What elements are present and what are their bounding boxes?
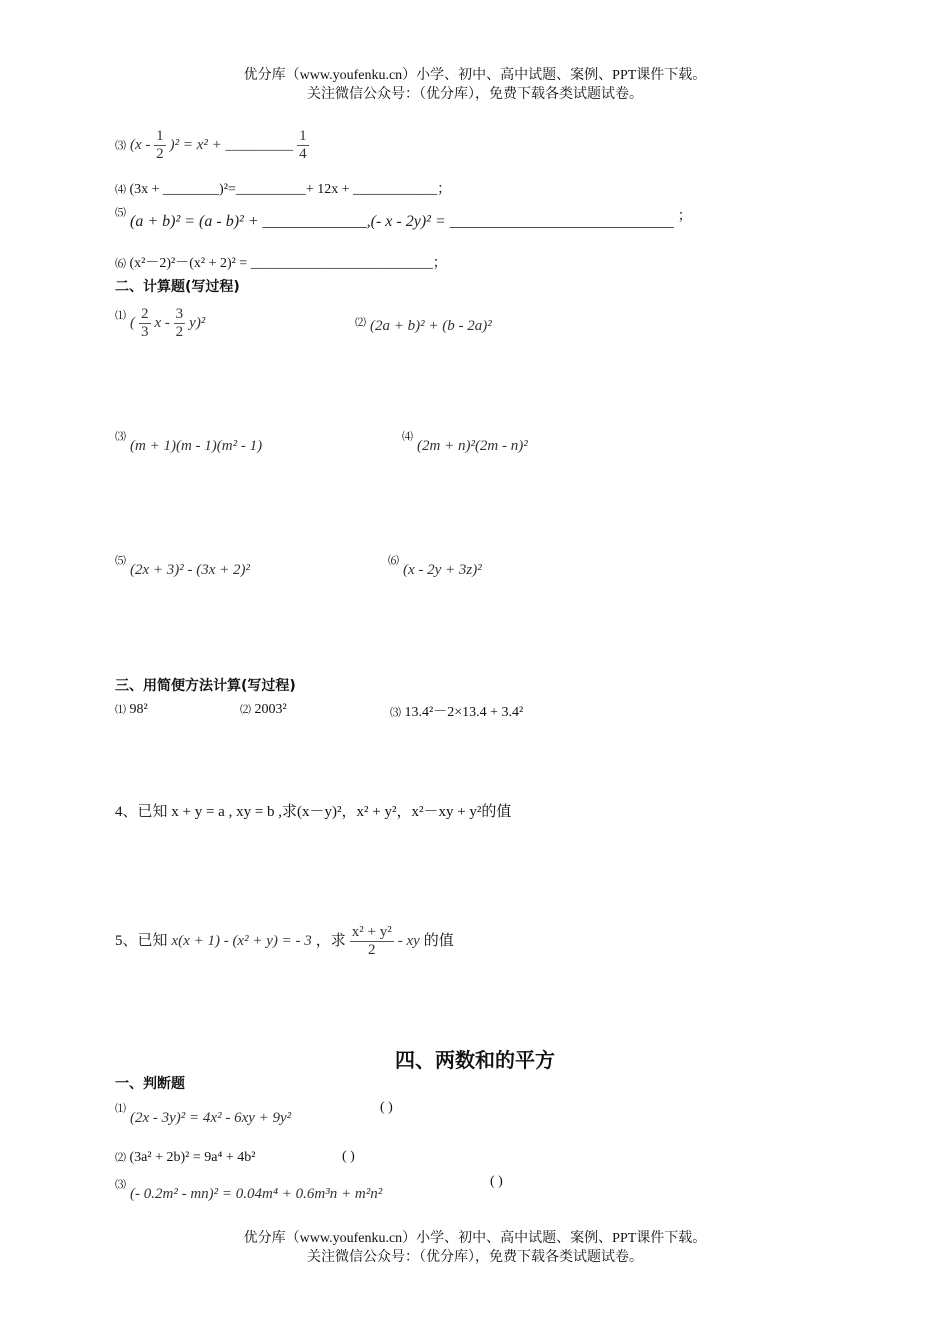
q1-mid: x - — [154, 315, 174, 332]
header-line-2: 关注微信公众号：（优分库），免费下载各类试题试卷。 — [307, 87, 643, 102]
q-label: ⑵ — [115, 1152, 126, 1164]
q5-fraction — [350, 924, 394, 959]
frac-num: 3 — [175, 306, 184, 322]
q-label: ⑷ — [402, 431, 413, 443]
item-label: ⑸ — [115, 207, 126, 219]
judge-q1-answer-box[interactable]: ( ) — [380, 1100, 393, 1115]
q-expr: (2m + n)²(2m - n)² — [417, 438, 528, 454]
simple-q2 — [240, 701, 287, 718]
q-expr: 98² — [129, 702, 148, 717]
frac-num: 1 — [156, 128, 164, 144]
fill-item-4 — [115, 178, 451, 198]
expr-right: )² = x² + _________ — [169, 137, 294, 154]
q1-frac-1 — [139, 306, 151, 341]
fraction — [154, 128, 166, 163]
q-expr: (m + 1)(m - 1)(m² - 1) — [130, 438, 263, 454]
frac-num: 2 — [141, 306, 149, 322]
q5-expr: x(x + 1) - (x² + y) = - 3 — [171, 933, 312, 950]
part-4-title: 四、两数和的平方 — [395, 1048, 555, 1072]
q-expr: 13.4²－2×13.4 + 3.4² — [404, 705, 524, 720]
tail-fraction — [297, 128, 309, 163]
calc-q6 — [388, 552, 482, 579]
tail-den: 4 — [299, 146, 307, 162]
q-label: ⑶ — [115, 431, 126, 443]
section-3-title: 三、用简便方法计算(写过程) — [115, 678, 296, 694]
item-label: ⑹ — [115, 258, 126, 270]
q-expr: 2003² — [254, 702, 287, 717]
q-label: ⑴ — [115, 1103, 126, 1115]
judge-q3 — [115, 1176, 382, 1203]
q-label: ⑸ — [115, 555, 126, 567]
q1-frac-2 — [174, 306, 186, 341]
simple-q1 — [115, 701, 148, 718]
item-text: (x²－2)²－(x² + 2)² = __________________________； — [129, 256, 447, 271]
tail-num: 1 — [299, 128, 307, 144]
judge-q2-answer-box[interactable]: ( ) — [342, 1149, 355, 1164]
footer-line-2: 关注微信公众号：（优分库），免费下载各类试题试卷。 — [307, 1250, 643, 1265]
calc-q4 — [402, 428, 528, 455]
judge-q3-answer-box[interactable]: ( ) — [490, 1174, 503, 1189]
fill-item-3 — [115, 128, 309, 163]
fill-item-5 — [115, 204, 692, 231]
q-label: ⑵ — [355, 317, 366, 329]
simple-q3 — [390, 701, 523, 721]
question-5 — [115, 924, 454, 959]
judge-q2 — [115, 1149, 255, 1166]
q-label: ⑴ — [115, 704, 126, 716]
q-expr: (2a + b)² + (b - 2a)² — [370, 318, 492, 334]
q-label: ⑴ — [115, 310, 126, 323]
q-expr: (x - 2y + 3z)² — [403, 562, 482, 578]
q-expr: (- 0.2m² - mn)² = 0.04m⁴ + 0.6m³n + m²n² — [130, 1186, 383, 1202]
frac-den: 3 — [141, 324, 149, 340]
frac-den: 2 — [156, 146, 164, 162]
frac-num: x² + y² — [351, 924, 392, 940]
q-expr: (3a² + 2b)² = 9a⁴ + 4b² — [129, 1150, 256, 1165]
item-label: ⑶ — [115, 140, 126, 153]
footer-line-1: 优分库（www.youfenku.cn）小学、初中、高中试题、案例、PPT课件下载。 — [243, 1231, 707, 1246]
part-4-subtitle: 一、判断题 — [115, 1076, 185, 1092]
q-label: ⑵ — [240, 704, 251, 716]
q5-mid: ，求 — [315, 933, 346, 950]
q-label: ⑶ — [115, 1179, 126, 1191]
q1-end: y)² — [189, 315, 206, 332]
q1-open: ( — [130, 315, 135, 332]
frac-den: 2 — [367, 942, 376, 958]
calc-q5 — [115, 552, 250, 579]
item-text: (3x + ________)²=__________+ 12x + ____________； — [129, 182, 452, 197]
frac-den: 2 — [175, 324, 184, 340]
header-line-1: 优分库（www.youfenku.cn）小学、初中、高中试题、案例、PPT课件下载。 — [243, 68, 707, 83]
q5-suffix: 的值 — [423, 933, 454, 950]
calc-q1 — [115, 306, 205, 341]
judge-q1 — [115, 1100, 291, 1127]
q-expr: (2x + 3)² - (3x + 2)² — [130, 562, 251, 578]
question-4: 4、已知 x + y = a , xy = b ,求(x－y)²，x² + y²，x²－xy + y²的值 — [115, 804, 512, 820]
item-label: ⑷ — [115, 184, 126, 196]
calc-q2 — [355, 314, 492, 335]
fill-item-6 — [115, 252, 447, 272]
item-tail: ； — [677, 209, 692, 224]
q-label: ⑶ — [390, 707, 401, 719]
calc-q3 — [115, 428, 262, 455]
q-label: ⑹ — [388, 555, 399, 567]
section-2-title: 二、计算题(写过程) — [115, 279, 240, 295]
q5-prefix: 5、已知 — [115, 933, 168, 950]
q5-tail: - xy — [397, 933, 420, 950]
expr-left: (x - — [130, 137, 155, 154]
q-expr: (2x - 3y)² = 4x² - 6xy + 9y² — [130, 1110, 292, 1126]
item-text: (a + b)² = (a - b)² + _____________,(- x - 2y)² = ____________________________ — [130, 213, 674, 230]
